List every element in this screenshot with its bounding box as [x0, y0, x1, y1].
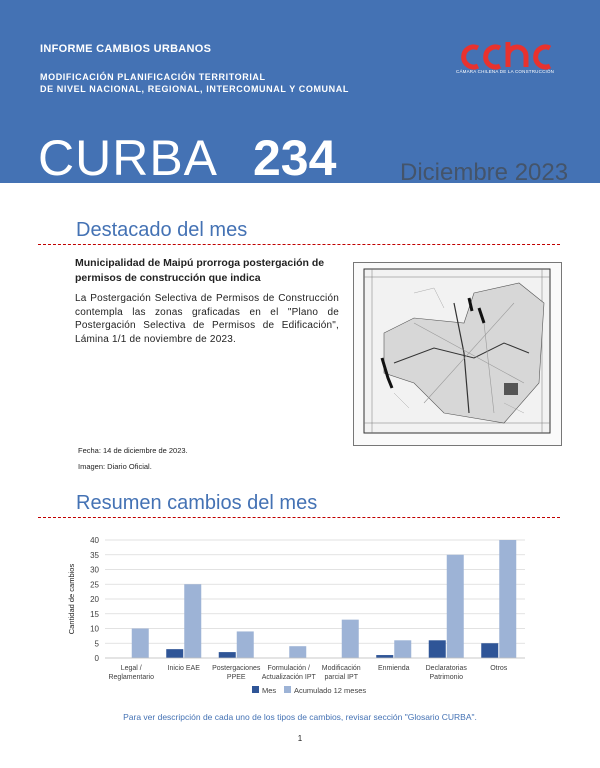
legend-label: Mes [262, 686, 277, 695]
bar-mes [429, 640, 446, 658]
glossary-footnote: Para ver descripción de cada uno de los tipos de cambios, revisar sección "Glosario CURBA". [123, 712, 477, 722]
article-body: La Postergación Selectiva de Permisos de Construcción contempla las zonas graficadas en el "Plano de Postergación Selectiva de Permisos de Edificación", Lámina 1/1 de noviembre de 2023. [75, 293, 339, 345]
y-tick-label: 40 [90, 536, 99, 545]
bar-acumulado [237, 631, 254, 658]
highlight-section-title: Destacado del mes [76, 219, 248, 241]
cchc-logo-icon [458, 40, 570, 80]
issue-number: 234 [253, 130, 337, 186]
report-title: INFORME CAMBIOS URBANOS [40, 43, 212, 55]
section-divider [38, 517, 560, 518]
bar-acumulado [342, 620, 359, 658]
bar-mes [219, 652, 236, 658]
bar-acumulado [184, 584, 201, 658]
map-drawing [354, 263, 561, 445]
y-axis-label: Cantidad de cambios [67, 563, 76, 635]
bar-acumulado [447, 555, 464, 658]
bar-acumulado [289, 646, 306, 658]
summary-section-title: Resumen cambios del mes [76, 492, 318, 514]
x-tick-label: Patrimonio [429, 674, 463, 681]
bar-mes [481, 643, 498, 658]
report-subtitle-line1: MODIFICACIÓN PLANIFICACIÓN TERRITORIAL [40, 72, 266, 82]
y-tick-label: 35 [90, 550, 99, 560]
section-divider [38, 244, 560, 245]
x-tick-label: Actualización IPT [261, 674, 316, 681]
x-tick-label: PPEE [226, 674, 246, 681]
x-tick-label: Reglamentario [108, 674, 155, 681]
issue-date: Diciembre 2023 [400, 159, 569, 186]
x-tick-label: Inicio EAE [167, 665, 200, 672]
x-tick-label: Otros [490, 665, 508, 672]
legend-label: Acumulado 12 meses [294, 686, 367, 695]
y-tick-label: 20 [90, 595, 99, 604]
bar-acumulado [132, 629, 149, 659]
bar-mes [166, 649, 183, 658]
legend-swatch [252, 686, 259, 693]
bar-mes [376, 655, 393, 658]
page-number: 1 [297, 734, 303, 743]
y-tick-label: 30 [90, 565, 99, 575]
x-tick-label: Enmienda [377, 665, 410, 672]
x-tick-label: Legal / [120, 665, 142, 672]
x-tick-label: Postergaciones [212, 665, 261, 672]
zoning-map-image [353, 262, 562, 446]
y-tick-label: 25 [90, 580, 99, 590]
y-tick-label: 10 [90, 624, 99, 634]
bar-acumulado [394, 640, 411, 658]
logo-caption: CÁMARA CHILENA DE LA CONSTRUCCIÓN [456, 69, 555, 74]
image-source: Imagen: Diario Oficial. [78, 462, 152, 471]
y-tick-label: 5 [94, 639, 99, 649]
x-tick-label: Declaratorias [425, 665, 467, 672]
article-date: Fecha: 14 de diciembre de 2023. [78, 446, 188, 455]
y-tick-label: 15 [90, 609, 99, 619]
publication-name: CURBA [38, 130, 219, 186]
bar-acumulado [499, 540, 516, 658]
x-tick-label: Modificación [321, 665, 361, 672]
legend-swatch [284, 686, 291, 693]
x-tick-label: Formulación / [267, 665, 310, 672]
article-title: Municipalidad de Maipú prorroga postergación de permisos de construcción que indica [75, 257, 325, 284]
y-tick-label: 0 [94, 654, 99, 663]
header-banner [0, 0, 600, 186]
x-tick-label: parcial IPT [324, 674, 358, 681]
report-subtitle-line2: DE NIVEL NACIONAL, REGIONAL, INTERCOMUNAL Y COMUNAL [40, 84, 349, 94]
changes-bar-chart [60, 530, 550, 710]
